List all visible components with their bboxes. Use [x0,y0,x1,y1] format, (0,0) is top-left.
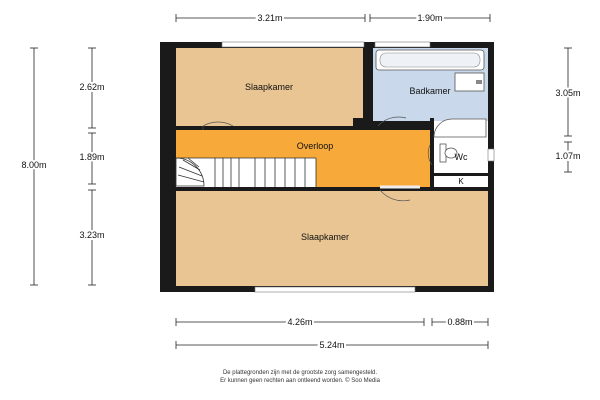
room-label-wc: Wc [454,152,468,162]
dim-left-bottom: 3.23m [79,230,105,240]
disclaimer [0,369,600,385]
sink [455,73,484,91]
room-label-bedroom-bottom: Slaapkamer [300,232,350,242]
dim-bottom-total: 5.24m [319,340,345,350]
room-label-bathroom: Badkamer [409,86,451,96]
dim-top-left: 3.21m [257,13,283,23]
dim-bottom-left: 4.26m [287,317,313,327]
window-bottom [255,287,415,292]
dim-top-right: 1.90m [417,13,443,23]
chimney-block [353,118,371,130]
dim-right-top: 3.05m [555,88,581,98]
window-top-right [375,42,430,47]
dim-bottom-right: 0.88m [447,317,473,327]
dim-left-middle: 1.89m [79,152,105,162]
room-label-closet: K [458,177,464,186]
disclaimer-line-2: Er kunnen geen rechten aan ontleend worden. © Soo Media [220,378,380,384]
dim-left-total: 8.00m [21,160,47,170]
dim-right-bottom: 1.07m [555,151,581,161]
shower [434,119,486,137]
dim-left-top: 2.62m [79,82,105,92]
bathtub [376,50,484,70]
room-label-landing: Overloop [296,141,334,151]
window-wc [488,149,494,161]
window-top-left [222,42,364,47]
wc-wall [430,118,434,188]
room-label-bedroom-top: Slaapkamer [244,82,294,92]
disclaimer-line-1: De plattegronden zijn met de grootste zorg samengesteld. [222,370,378,376]
closet-wall [434,173,488,176]
staircase [176,158,316,187]
